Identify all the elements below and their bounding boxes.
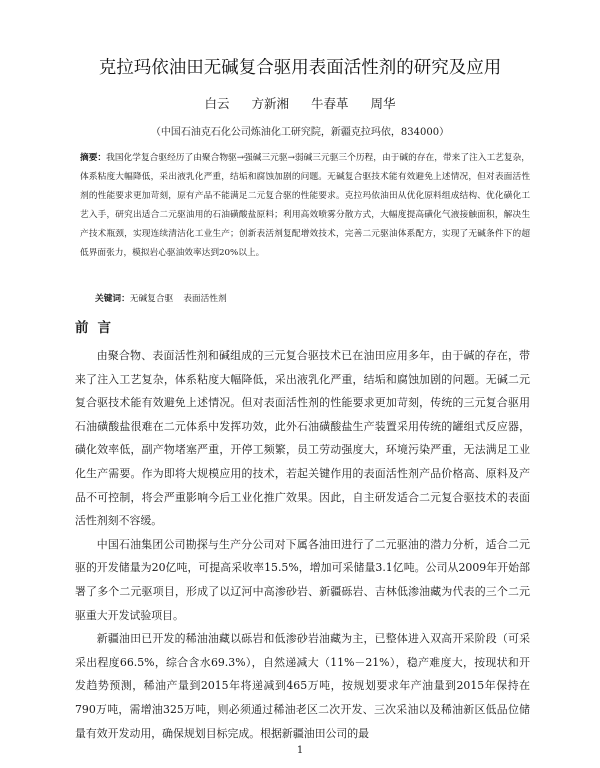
keywords [95,292,237,304]
author-name: 周华 [370,96,396,111]
author-name: 白云 [204,96,230,111]
paragraph: 由聚合物、表面活性剂和碱组成的三元复合驱技术已在油田应用多年，由于碱的存在，带来了注入工艺复杂，体系粘度大幅降低，采出液乳化严重，结垢和腐蚀加剧的问题。无碱二元复合驱技术能有效避免上述情况。但对表面活性剂的性能要求更加苛刻，传统的三元复合驱用石油磺酸盐很难在二元体系中发挥功效，此外石油磺酸盐生产装置采用传统的罐组式反应器，磺化效率低，副产物堵塞严重，开停工频繁，员工劳动强度大，环境污染严重，无法满足工业化生产需要。作为即将大规模应用的技术，若起关键作用的表面活性剂产品价格高、原料及产品不可控制，将会严重影响今后工业化推广效果。因此，自主研发适合二元复合驱技术的表面活性剂刻不容缓。 [75,349,530,528]
affiliation: （中国石油克石化公司炼油化工研究院，新疆克拉玛依，834000） [150,127,450,138]
keyword: 表面活性剂 [183,294,227,304]
keywords-label: 关键词： [95,294,130,304]
section-heading: 前言 [75,320,120,336]
author-name: 方新湘 [251,96,289,111]
paragraph: 新疆油田已开发的稀油油藏以砾岩和低渗砂岩油藏为主，已整体进入双高开采阶段（可采采出程度66.5%，综合含水69.3%），自然递减大（11%－21%），稳产难度大，按现状和开发趋势预测，稀油产量到2015年将递减到465万吨，按规划要求年产油量到2015年保持在790万吨，需增油325万吨，则必须通过稀油老区二次开发、三次采油以及稀油新区低品位储量有效开发动用，确保规划目标完成。根据新疆油田公司的最 [75,632,530,740]
page-number: 1 [296,745,304,756]
author-list [40,94,560,112]
keyword: 无碱复合驱 [129,294,174,304]
paragraph: 中国石油集团公司勘探与生产分公司对下属各油田进行了二元驱油的潜力分析，适合二元驱的开发储量为20亿吨，可提高采收率15.5%，增加可采储量3.1亿吨。公司从2009年开始部署了多个二元驱项目，形成了以辽河中高渗砂岩、新疆砾岩、吉林低渗油藏为代表的三个二元驱重大开发试验项目。 [75,537,530,622]
paper-title: 克拉玛依油田无碱复合驱用表面活性剂的研究及应用 [98,58,502,78]
abstract-text: 我国化学复合驱经历了由聚合物驱→强碱三元驱→弱碱三元驱三个历程，由于碱的存在，带来了注入工艺复杂，体系粘度大幅降低，采出液乳化严重，结垢和腐蚀加剧的问题。无碱复合驱技术能有效避免上述情况，但对表面活性剂的性能要求更加苛刻，原有产品不能满足二元复合驱的性能要求。克拉玛依油田从优化原料组成结构、优化磺化工艺入手，研究出适合二元驱油用的石油磺酸盐原料；利用高效喷雾分散方式，大幅度提高磺化气液接触面积，解决生产技术瓶颈，实现连续清洁化工业生产；创新表活剂复配增效技术，完善二元驱油体系配方，实现了无碱条件下的超低界面张力，模拟岩心驱油效率达到20%以上。 [80,153,530,258]
abstract-label: 摘要： [80,153,107,163]
author-name: 牛春革 [310,96,349,111]
abstract [80,149,530,263]
body-text [75,344,530,745]
